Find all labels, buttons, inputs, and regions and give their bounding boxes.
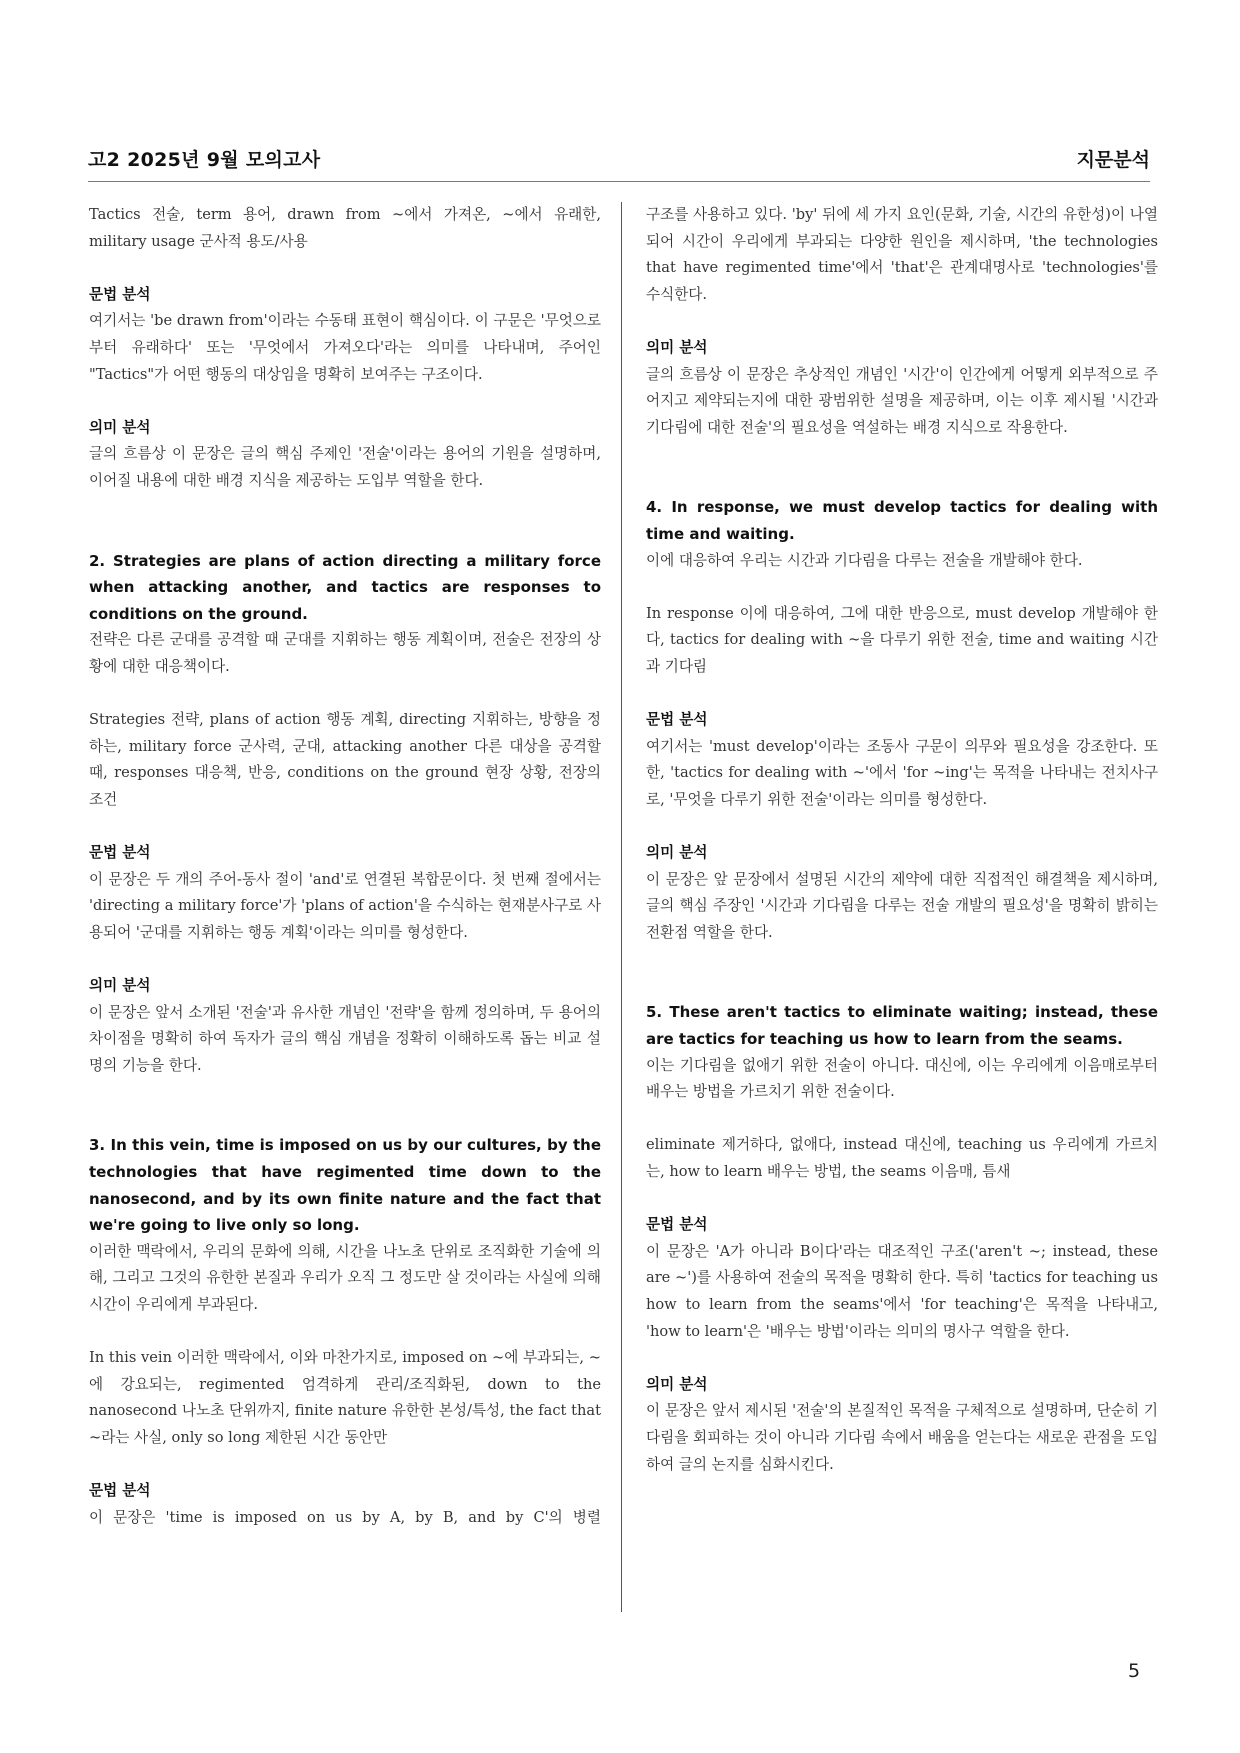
sentence-3-translation: 이러한 맥락에서, 우리의 문화에 의해, 시간을 나노초 단위로 조직화한 기술에 의해, 그리고 그것의 유한한 본질과 우리가 오직 그 정도만 살 것이라는 사실에 의해 시간이 우리에게 부과된다.	[89, 1242, 601, 1313]
left-column	[89, 202, 601, 1531]
page-header	[88, 145, 1150, 182]
grammar-analysis-continued: 구조를 사용하고 있다. 'by' 뒤에 세 가지 요인(문화, 기술, 시간의 유한성)이 나열되어 시간이 우리에게 부과되는 다양한 원인을 제시하며, 'the technologies that have regimented time'에서 'that'은 관계대명사로 'technologies'를 수식한다.	[646, 206, 1158, 303]
meaning-heading: 의미 분석	[89, 418, 151, 436]
sentence-3: 3. In this vein, time is imposed on us by our cultures, by the technologies that have regimented time down to the nanosecond, and by its own finite nature and the fact that we're going to live only so long.	[89, 1136, 601, 1235]
sentence-4-translation: 이에 대응하여 우리는 시간과 기다림을 다루는 전술을 개발해야 한다.	[646, 551, 1083, 569]
grammar-analysis: 이 문장은 두 개의 주어-동사 절이 'and'로 연결된 복합문이다. 첫 번째 절에서는 'directing a military force'가 'plans of action'을 수식하는 현재분사구로 사용되어 '군대를 지휘하는 행동 계획'이라는 의미를 형성한다.	[89, 870, 601, 941]
grammar-analysis: 이 문장은 'time is imposed on us by A, by B, and by C'의 병렬	[89, 1508, 601, 1526]
meaning-heading: 의미 분석	[646, 338, 708, 356]
meaning-analysis: 글의 흐름상 이 문장은 추상적인 개념인 '시간'이 인간에게 어떻게 외부적으로 주어지고 제약되는지에 대한 광범위한 설명을 제공하며, 이는 이후 제시될 '시간과 기다림에 대한 전술'의 필요성을 역설하는 배경 지식으로 작용한다.	[646, 365, 1158, 436]
meaning-analysis: 이 문장은 앞서 제시된 '전술'의 본질적인 목적을 구체적으로 설명하며, 단순히 기다림을 회피하는 것이 아니라 기다림 속에서 배움을 얻는다는 새로운 관점을 도입하여 글의 논지를 심화시킨다.	[646, 1402, 1158, 1473]
grammar-analysis: 여기서는 'be drawn from'이라는 수동태 표현이 핵심이다. 이 구문은 '무엇으로부터 유래하다' 또는 '무엇에서 가져오다'라는 의미를 나타내며, 주어인 "Tactics"가 어떤 행동의 대상임을 명확히 보여주는 구조이다.	[89, 312, 601, 383]
vocab-list: In response 이에 대응하여, 그에 대한 반응으로, must develop 개발해야 한다, tactics for dealing with ~을 다루기 위한 전술, time and waiting 시간과 기다림	[646, 604, 1158, 675]
grammar-heading: 문법 분석	[89, 844, 151, 862]
vocab-list: In this vein 이러한 맥락에서, 이와 마찬가지로, imposed on ~에 부과되는, ~에 강요되는, regimented 엄격하게 관리/조직화된, down to the nanosecond 나노초 단위까지, finite nature 유한한 본성/특성, the fact that ~라는 사실, only so long 제한된 시간 동안만	[89, 1349, 601, 1446]
sentence-2: 2. Strategies are plans of action directing a military force when attacking another, and tactics are responses to conditions on the ground.	[89, 551, 601, 623]
sentence-2-translation: 전략은 다른 군대를 공격할 때 군대를 지휘하는 행동 계획이며, 전술은 전장의 상황에 대한 대응책이다.	[89, 631, 601, 675]
grammar-heading: 문법 분석	[89, 285, 151, 303]
grammar-heading: 문법 분석	[646, 1216, 708, 1234]
right-column	[646, 202, 1158, 1478]
vocab-list: eliminate 제거하다, 없애다, instead 대신에, teaching us 우리에게 가르치는, how to learn 배우는 방법, the seams 이음매, 틈새	[646, 1136, 1158, 1180]
sentence-5-translation: 이는 기다림을 없애기 위한 전술이 아니다. 대신에, 이는 우리에게 이음매로부터 배우는 방법을 가르치기 위한 전술이다.	[646, 1056, 1158, 1101]
meaning-analysis: 이 문장은 앞 문장에서 설명된 시간의 제약에 대한 직접적인 해결책을 제시하며, 글의 핵심 주장인 '시간과 기다림을 다루는 전술 개발의 필요성'을 명확히 밝히는 전환점 역할을 한다.	[646, 870, 1158, 941]
vocab-list: Tactics 전술, term 용어, drawn from ~에서 가져온, ~에서 유래한, military usage 군사적 용도/사용	[89, 206, 601, 250]
column-divider	[621, 202, 622, 1612]
sentence-5: 5. These aren't tactics to eliminate waiting; instead, these are tactics for teaching us how to learn from the seams.	[646, 1003, 1158, 1049]
vocab-list: Strategies 전략, plans of action 행동 계획, directing 지휘하는, 방향을 정하는, military force 군사력, 군대, attacking another 다른 대상을 공격할 때, responses 대응책, 반응, conditions on the ground 현장 상황, 전장의 조건	[89, 711, 601, 808]
section-label: 지문분석	[1076, 149, 1150, 171]
grammar-analysis: 여기서는 'must develop'이라는 조동사 구문이 의무와 필요성을 강조한다. 또한, 'tactics for dealing with ~'에서 'for ~ing'는 목적을 나타내는 전치사구로, '무엇을 다루기 위한 전술'이라는 의미를 형성한다.	[646, 737, 1158, 808]
meaning-heading: 의미 분석	[646, 1375, 708, 1393]
page-number: 5	[1128, 1660, 1141, 1682]
meaning-analysis: 이 문장은 앞서 소개된 '전술'과 유사한 개념인 '전략'을 함께 정의하며, 두 용어의 차이점을 명확히 하여 독자가 글의 핵심 개념을 정확히 이해하도록 돕는 비교 설명의 기능을 한다.	[89, 1003, 601, 1074]
meaning-heading: 의미 분석	[89, 977, 151, 995]
meaning-heading: 의미 분석	[646, 844, 708, 862]
grammar-analysis: 이 문장은 'A가 아니라 B이다'라는 대조적인 구조('aren't ~; instead, these are ~')를 사용하여 전술의 목적을 명확히 한다. 특히 'tactics for teaching us how to learn from the seams'에서 'for teaching'은 목적을 나타내고, 'how to learn'은 '배우는 방법'이라는 의미의 명사구 역할을 한다.	[646, 1242, 1158, 1340]
sentence-4: 4. In response, we must develop tactics for dealing with time and waiting.	[646, 498, 1158, 543]
meaning-analysis: 글의 흐름상 이 문장은 글의 핵심 주제인 '전술'이라는 용어의 기원을 설명하며, 이어질 내용에 대한 배경 지식을 제공하는 도입부 역할을 한다.	[89, 445, 601, 489]
exam-title: 고2 2025년 9월 모의고사	[88, 149, 321, 171]
grammar-heading: 문법 분석	[646, 711, 708, 729]
grammar-heading: 문법 분석	[89, 1482, 151, 1500]
